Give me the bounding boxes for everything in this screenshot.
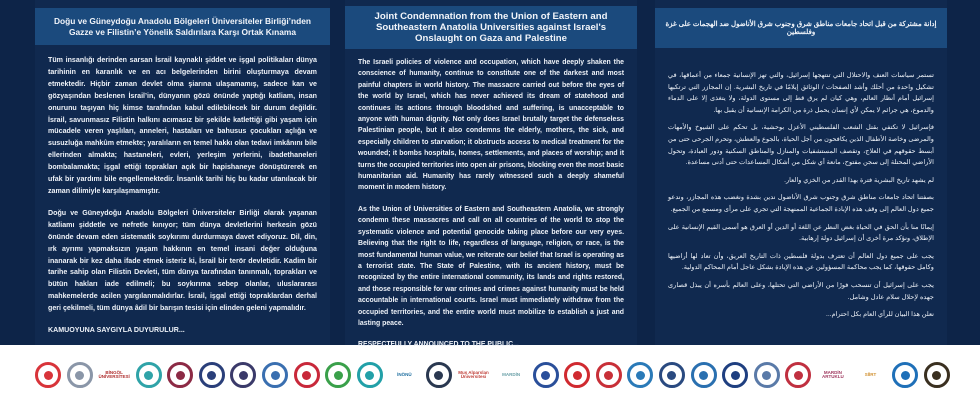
university-logo (262, 362, 288, 388)
logo-lettering: BİNGÖL ÜNİVERSİTESİ (98, 370, 130, 379)
logo-emblem-icon (636, 371, 645, 380)
paragraph: Tüm insanlığı derinden sarsan İsrail kaynaklı şiddet ve işgal politikaları dünya tarihinin en karanlık ve en acı belgelerinden birini oluşturmaya devam etmektedir. Hiçbir zaman devlet olma şiarına ulaşamamış, sadece kan ve gözyaşından beslenen İsrail’in, dünyanın gözü önünde yaptığı katliam, insan onurunu taşıyan hiç kimse tarafından kabul edilebilecek bir durum değildir. İsrail, savunmasız Filistin halkını acımasız bir şekilde katlettiği gibi yaşam için mücadele veren yaşlıları, anneleri, hastaları ve bahusus çocukları açlığa ve susuzluğa mahkûm etmekte; yaralıların en temel hakkı olan tedavi imkânını bile ellerinden almakta; hastaneleri, evleri, yerleşim yerlerini, ibadethaneleri bombalamakta; işgal ettiği toprakları açık bir hapishaneye dönüştürerek en ufak bir yardımı bile engellemektedir. İnsanlık tarihi hiç bu kadar utanılacak bir zaman dilimiyle karşılaşmamıştır. (48, 56, 317, 195)
column-title: إدانة مشتركة من قبل اتحاد جامعات مناطق شرق وجنوب شرق الأناضول ضد الهجمات على غزة وفلسطين (655, 8, 947, 48)
logo-lettering: Muş Alparslan Üniversitesi (458, 370, 489, 379)
paragraph: يجب على جميع دول العالم أن تعترف بدولة فلسطين ذات التاريخ العريق، وأن تعاد لها أراضيها وكامل حقوقها، كما يجب محاكمة المسؤولين عن هذه الإبادة بشكل عاجل أمام المحاكم الدولية. (668, 252, 934, 272)
logo-emblem-icon (932, 371, 941, 380)
university-logo (199, 362, 225, 388)
university-logo (854, 362, 886, 388)
logo-emblem-icon (573, 371, 582, 380)
university-logo (495, 362, 527, 388)
university-logo (691, 362, 717, 388)
logo-emblem-icon (667, 371, 676, 380)
university-logo (388, 362, 420, 388)
university-logo (458, 362, 490, 388)
university-logo (754, 362, 780, 388)
logo-emblem-icon (434, 371, 443, 380)
university-logo (533, 362, 559, 388)
column-english (345, 0, 637, 349)
logo-emblem-icon (365, 371, 374, 380)
logo-emblem-icon (302, 371, 311, 380)
university-logo (924, 362, 950, 388)
column-title: Doğu ve Güneydoğu Anadolu Bölgeleri Üniversiteler Birliği’nden Gazze ve Filistin’e Yönelik Saldırılara Karşı Ortak Kınama (35, 8, 330, 45)
paragraph: لم يشهد تاريخ البشرية فترة بهذا القدر من الخزي والعار. (784, 176, 934, 184)
logo-emblem-icon (901, 371, 910, 380)
logo-emblem-icon (239, 371, 248, 380)
closing-line: نعلن هذا البيان للرأي العام بكل احترام... (825, 311, 934, 319)
university-logo (564, 362, 590, 388)
university-logo (294, 362, 320, 388)
logo-emblem-icon (604, 371, 613, 380)
university-logo (136, 362, 162, 388)
paragraph: يجب على إسرائيل أن تنسحب فورًا من الأراضي التي تحتلها، وعلى العالم بأسره أن يبذل قصارى جهده لإحلال سلام عادل وشامل. (668, 281, 934, 301)
closing-line: KAMUOYUNA SAYGIYLA DUYURULUR... (48, 326, 185, 335)
paragraph: بصفتنا اتحاد جامعات مناطق شرق وجنوب شرق الأناضول ندين بشدة ونغضب هذه المجازر، وندعو جميع دول العالم إلى وقف هذه الإبادة الجماعية الممنهجة التي تجري على مرأى ومسمع من الجميع. (668, 194, 934, 213)
logo-emblem-icon (207, 371, 216, 380)
university-logo (659, 362, 685, 388)
university-logo (892, 362, 918, 388)
logo-emblem-icon (75, 371, 84, 380)
paragraph: فإسرائيل لا تكتفي بقتل الشعب الفلسطيني الأعزل بوحشية، بل تحكم على الشيوخ والأمهات والمرضى وخاصة الأطفال الذين يكافحون من أجل الحياة، بالجوع والعطش، وتحرم الجرحى حتى من أبسط حقوقهم في العلاج، وتقصف المستشفيات والمنازل والمناطق السكنية ودور العبادة، وتحول الأراضي المحتلة إلى سجن مفتوح، مانعة أي شكل من أشكال المساعدات حتى أدنى مساعدة. (668, 124, 934, 167)
university-logo (817, 362, 849, 388)
university-logo (325, 362, 351, 388)
logo-emblem-icon (731, 371, 740, 380)
university-logo (167, 362, 193, 388)
logo-emblem-icon (762, 371, 771, 380)
column-body (48, 55, 317, 347)
logo-emblem-icon (541, 371, 550, 380)
logo-lettering: SİİRT (864, 372, 877, 377)
paragraph: Doğu ve Güneydoğu Anadolu Bölgeleri Üniversiteler Birliği olarak yaşanan katliamı şiddetle ve nefretle kınıyor; tüm dünya devletlerini herkesin gözü önünde devam eden sistematik soykırımı durdurmaya davet ediyoruz. Dil, din, ırk ayrımı yapmaksızın yaşam hakkının en temel insani değer olduğuna inanarak bir kez daha ifade etmek isteriz ki, İsrail bir terör devletidir. Kadim bir tarihe sahip olan Filistin Devleti, tüm dünya tarafından tanınmalı, toprakları ve bütün hakları iade edilmeli; bu soykırıma sebep olanlar, uluslararası mahkemelerde acilen yargılanmalıdırlar. İsrail, işgal ettiği topraklardan derhal geri çekilmeli, tüm dünya âdil bir barışın tesisi için elinden geleni yapmalıdır. (48, 208, 317, 313)
logo-emblem-icon (176, 371, 185, 380)
logo-lettering: MARDİN (502, 372, 521, 377)
university-logo (785, 362, 811, 388)
logo-lettering: İNÖNÜ (397, 372, 412, 377)
university-logo (230, 362, 256, 388)
column-title: Joint Condemnation from the Union of Eastern and Southeastern Anatolia Universities against Israel's Onslaught on Gaza and Palestine (345, 6, 637, 49)
logo-emblem-icon (271, 371, 280, 380)
column-arabic (655, 0, 947, 345)
column-body (668, 70, 934, 327)
logo-emblem-icon (794, 371, 803, 380)
paragraph: إيمانًا منا بأن الحق في الحياة بغض النظر عن اللغة أو الدين أو العرق هو أسمى القيم الإنسانية على الإطلاق، ونؤكد مرة أخرى أن إسرائيل دولة إرهابية. (668, 223, 934, 243)
logo-emblem-icon (334, 371, 343, 380)
column-turkish (35, 0, 330, 345)
paragraph: The Israeli policies of violence and occupation, which have deeply shaken the conscience of humanity, continue to constitute one of the darkest and most painful chapters in world history. The massacre carried out before the eyes of the world by Israel, which has never achieved its dream of statehood and continues its actions through bloodshed and suffering, is unacceptable to anyone with human dignity. Not only does Israel brutally target the defenseless Palestinian people, but it also condemns the elderly, mothers, the sick, and especially children to starvation; it obstructs access to medical treatment for the wounded; it bombs hospitals, homes, settlements, and places of worship; and it turns the occupied territories into open air prisons, blocking even the most basic humanitarian aid. Humanity has rarely witnessed such a deeply shameful moment in modern history. (358, 59, 624, 192)
logo-emblem-icon (699, 371, 708, 380)
logo-emblem-icon (144, 371, 153, 380)
university-logo (67, 362, 93, 388)
university-logo (596, 362, 622, 388)
paragraph: As the Union of Universities of Eastern and Southeastern Anatolia, we strongly condemn these massacres and call on all countries of the world to stop the systematic violence and potential genocide taking place before our very eyes. Believing that the right to life, regardless of language, religion, or race, is the most fundamental human value, we reiterate our belief that Israel is operating as a terrorist state. The State of Palestine, with its ancient history, must be recognized by the entire international community, its lands and rights restored, and those responsible for war crimes and crimes against humanity must be held accountable in international courts. Israel must immediately withdraw from the occupied territories, and the entire world must mobilize to establish a just and lasting peace. (358, 205, 624, 327)
university-logo (98, 362, 130, 388)
column-body (358, 57, 624, 361)
university-logo (426, 362, 452, 388)
logo-lettering: MARDİN ARTUKLU (822, 370, 844, 379)
logo-emblem-icon (44, 371, 53, 380)
university-logos-strip (35, 358, 950, 392)
paragraph: تستمر سياسات العنف والاحتلال التي تنتهجها إسرائيل، والتي تهز الإنسانية جمعاء من أعماقها، في تشكيل واحدة من أحلك وأشد الصفحات / الوثائق إيلامًا في تاريخ البشرية. إن المجازر التي ترتكبها إسرائيل أمام أنظار العالم، وهي كيان لم يرق قط إلى مستوى الدولة، ولا يتغذى إلا على الدماء والدموع، هي جرائم لا يمكن لأي إنسان يحمل ذرة من الكرامة الإنسانية أن يقبل بها. (668, 72, 934, 114)
closing-line: RESPECTFULLY ANNOUNCED TO THE PUBLIC... (358, 341, 519, 349)
university-logo (35, 362, 61, 388)
university-logo (722, 362, 748, 388)
university-logo (627, 362, 653, 388)
university-logo (357, 362, 383, 388)
